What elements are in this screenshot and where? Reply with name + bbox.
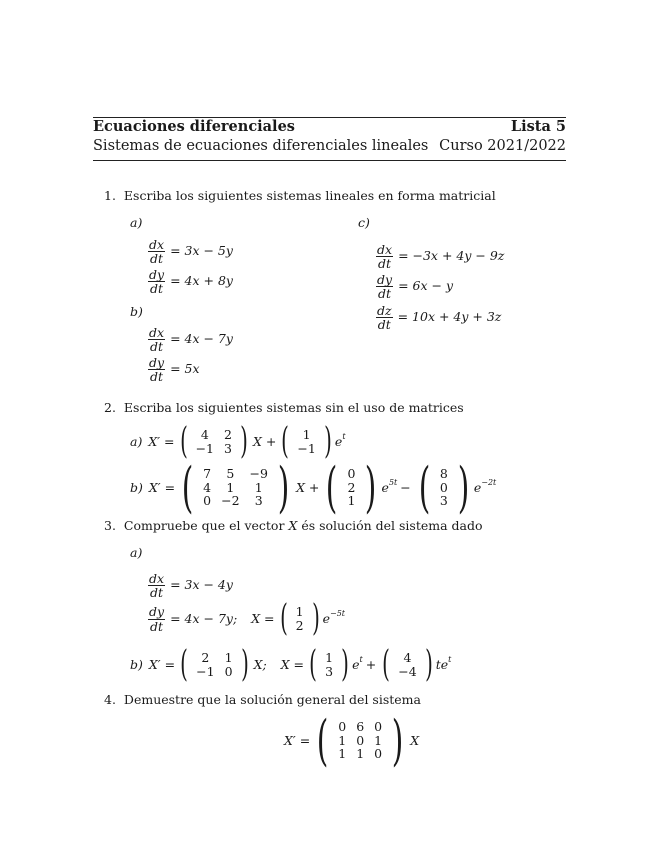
- problem-4-number: 4.: [104, 692, 116, 707]
- header-bottom-rule: [93, 160, 566, 161]
- problem-2-number: 2.: [104, 400, 116, 415]
- p2b-equation: b) X′ = ( 7 5 −9 4 1 1 0 −2 3 ) X + ( 0 2 1 ) $e^{5t}$ − ( 8 0 3 ) $e^{-2t}$: [130, 456, 497, 519]
- p1b-eq1: $\frac{dx}{dt}$ = 4x − 7y: [149, 325, 233, 355]
- vector: ( 4 −4 ): [382, 644, 433, 685]
- p1a-eq1: $\frac{dx}{dt}$ = 3x − 5y: [149, 237, 233, 267]
- fraction: $\frac{dx}{dt}$: [149, 237, 165, 267]
- fraction: $\frac{dy}{dt}$: [377, 272, 393, 302]
- problem-3-text: Compruebe que el vector X és solución del sistema dado: [123, 518, 483, 533]
- p4-equation: X′ = ( 0 6 0 1 0 1 1 1 0 ) X: [284, 709, 420, 772]
- matrix: ( 0 6 0 1 0 1 1 1 0 ): [316, 709, 404, 772]
- course-year: Curso 2021/2022: [439, 138, 566, 154]
- subtitle: Sistemas de ecuaciones diferenciales lineales: [93, 138, 429, 154]
- fraction: $\frac{dy}{dt}$: [149, 604, 165, 634]
- matrix: ( 4 2 −1 3 ): [179, 421, 248, 462]
- fraction: $\frac{dz}{dt}$: [377, 303, 392, 333]
- problem-2: [104, 402, 464, 415]
- p1a-label: a): [130, 215, 143, 230]
- matrix: ( 2 1 −1 0 ): [180, 644, 249, 685]
- p2a-equation: a) X′ = ( 4 2 −1 3 ) X + ( 1 −1 ) $e^t$: [130, 421, 346, 462]
- vector: ( 1 3 ): [309, 644, 349, 685]
- problem-2-text: Escriba los siguientes sistemas sin el uso de matrices: [123, 400, 464, 415]
- p1b-label: b): [130, 304, 143, 319]
- problem-3-number: 3.: [104, 518, 116, 533]
- problem-4: [104, 694, 421, 707]
- fraction: $\frac{dy}{dt}$: [149, 267, 165, 297]
- fraction: $\frac{dx}{dt}$: [149, 571, 165, 601]
- p1c-eq1: $\frac{dx}{dt}$ = −3x + 4y − 9z: [377, 242, 505, 272]
- fraction: $\frac{dx}{dt}$: [149, 325, 165, 355]
- problem-1-number: 1.: [104, 188, 116, 203]
- p1c-eq3: $\frac{dz}{dt}$ = 10x + 4y + 3z: [377, 303, 502, 333]
- vector: ( 0 2 1 ): [326, 456, 377, 519]
- list-number: Lista 5: [510, 118, 566, 135]
- p3a-eq2: $\frac{dy}{dt}$ = 4x − 7y; X = ( 1 2 ) $e^{-5t}$: [149, 598, 346, 639]
- vector: ( 1 2 ): [279, 598, 320, 639]
- problem-4-text: Demuestre que la solución general del sistema: [123, 692, 421, 707]
- problem-3: [104, 520, 483, 533]
- fraction: $\frac{dy}{dt}$: [149, 355, 165, 385]
- vector: ( 8 0 3 ): [418, 456, 470, 519]
- p1a-eq2: $\frac{dy}{dt}$ = 4x + 8y: [149, 267, 233, 297]
- vector: ( 1 −1 ): [281, 421, 332, 462]
- p3a-label: a): [130, 545, 143, 560]
- p1c-eq2: $\frac{dy}{dt}$ = 6x − y: [377, 272, 454, 302]
- p3a-eq1: $\frac{dx}{dt}$ = 3x − 4y: [149, 571, 233, 601]
- matrix: ( 7 5 −9 4 1 1 0 −2 3 ): [181, 456, 290, 519]
- course-title: Ecuaciones diferenciales: [93, 118, 295, 135]
- p1b-eq2: $\frac{dy}{dt}$ = 5x: [149, 355, 200, 385]
- problem-1-text: Escriba los siguientes sistemas lineales en forma matricial: [123, 188, 496, 203]
- p3b-equation: b) X′ = ( 2 1 −1 0 ) X; X = ( 1 3 ) $e^t$ + ( 4 −4 ) $te^t$: [130, 644, 452, 685]
- problem-1: [104, 190, 496, 203]
- fraction: $\frac{dx}{dt}$: [377, 242, 393, 272]
- p1c-label: c): [358, 215, 370, 230]
